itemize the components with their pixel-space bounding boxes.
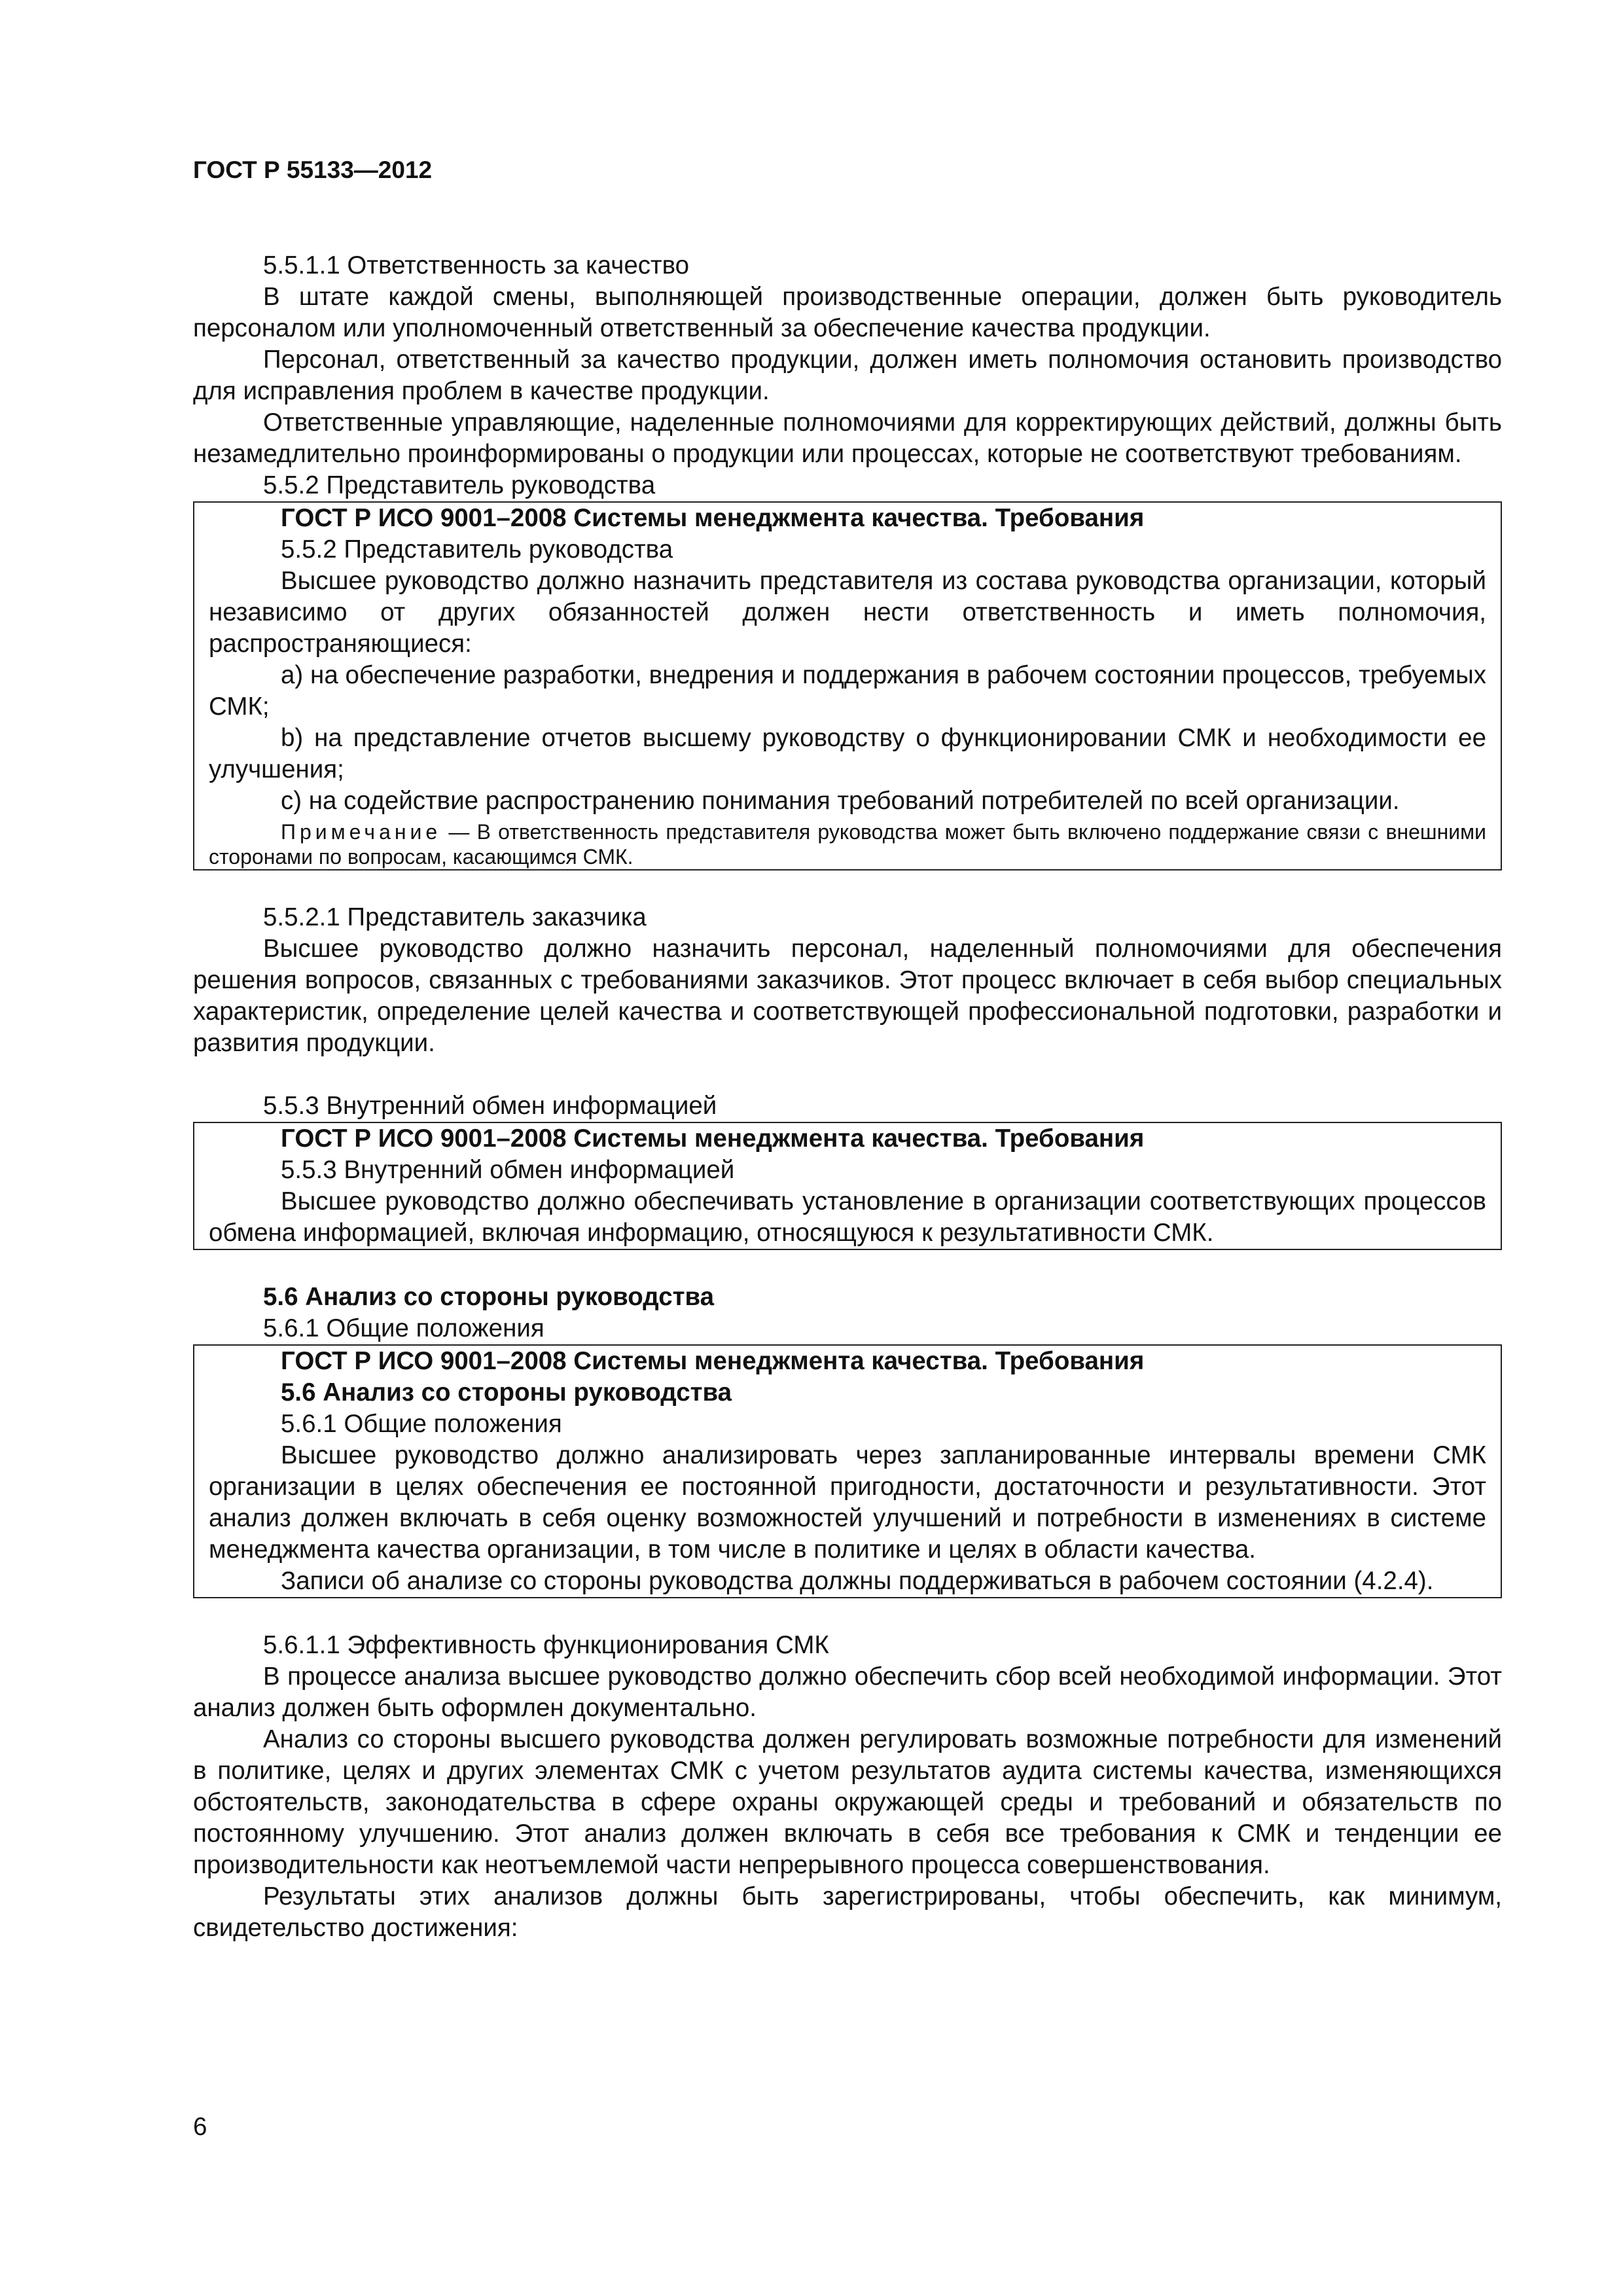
- section-heading-5-6-1-1: 5.6.1.1 Эффективность функционирования СМК: [263, 1631, 829, 1659]
- quote-box-subheading: 5.5.2 Представитель руководства: [281, 535, 673, 564]
- quote-box-subheading: 5.6.1 Общие положения: [281, 1410, 562, 1438]
- quote-box-title: ГОСТ Р ИСО 9001–2008 Системы менеджмента качества. Требования: [281, 1124, 1145, 1153]
- paragraph: Высшее руководство должно назначить персонал, наделенный полномочиями для обеспечения решения вопросов, связанных с требованиями заказчиков. Этот процесс включает в себя выбор специальных характеристик, определение целей качества и соответствующей профессиональной подготовки, разработки и развития продукции.: [193, 935, 1502, 1057]
- list-item-b: b) на представление отчетов высшему руководству о функционировании СМК и необходимости ее улучшения;: [209, 724, 1486, 783]
- paragraph: Ответственные управляющие, наделенные полномочиями для корректирующих действий, должны быть незамедлительно проинформированы о продукции или процессах, которые не соответствуют требованиям.: [193, 408, 1502, 468]
- quote-box-iso-5-5-3: [193, 1122, 1502, 1250]
- note-label: Примечание: [281, 820, 442, 844]
- paragraph: В процессе анализа высшее руководство должно обеспечить сбор всей необходимой информации. Этот анализ должен быть оформлен документально.: [193, 1662, 1502, 1722]
- paragraph: Результаты этих анализов должны быть зарегистрированы, чтобы обеспечить, как минимум, свидетельство достижения:: [193, 1882, 1502, 1942]
- paragraph: Персонал, ответственный за качество продукции, должен иметь полномочия остановить производство для исправления проблем в качестве продукции.: [193, 346, 1502, 405]
- page-number: 6: [193, 2113, 207, 2141]
- note: [209, 819, 1486, 869]
- quote-box-title: ГОСТ Р ИСО 9001–2008 Системы менеджмента качества. Требования: [281, 1347, 1145, 1375]
- list-item-a: a) на обеспечение разработки, внедрения и поддержания в рабочем состоянии процессов, требуемых СМК;: [209, 661, 1486, 721]
- paragraph: Записи об анализе со стороны руководства должны поддерживаться в рабочем состоянии (4.2.4).: [281, 1567, 1434, 1595]
- list-item-c: c) на содействие распространению понимания требований потребителей по всей организации.: [281, 787, 1400, 815]
- paragraph: Высшее руководство должно обеспечивать установление в организации соответствующих процессов обмена информацией, включая информацию, относящуюся к результативности СМК.: [209, 1187, 1486, 1247]
- section-heading-5-6-1: 5.6.1 Общие положения: [263, 1314, 544, 1342]
- paragraph: В штате каждой смены, выполняющей производственные операции, должен быть руководитель персоналом или уполномоченный ответственный за обеспечение качества продукции.: [193, 283, 1502, 342]
- quote-box-subheading: 5.5.3 Внутренний обмен информацией: [281, 1156, 735, 1184]
- page-content: [193, 250, 1502, 1944]
- quote-box-iso-5-6: [193, 1344, 1502, 1598]
- paragraph: Высшее руководство должно назначить представителя из состава руководства организации, который независимо от других обязанностей должен нести ответственность и иметь полномочия, распространяющиеся:: [209, 567, 1486, 658]
- page-header: ГОСТ Р 55133—2012: [193, 156, 433, 183]
- paragraph: Анализ со стороны высшего руководства должен регулировать возможные потребности для изменений в политике, целях и других элементах СМК с учетом результатов аудита системы качества, изменяющихся обстоятельств, законодательства в сфере охраны окружающей среды и требований и обязательств по постоянному улучшению. Этот анализ должен включать в себя все требования к СМК и тенденции ее производительности как неотъемлемой части непрерывного процесса совершенствования.: [193, 1725, 1502, 1879]
- note-text: — В ответственность представителя руководства может быть включено поддержание связи с внешними сторонами по вопросам, касающимся СМК.: [209, 820, 1486, 869]
- paragraph: Высшее руководство должно анализировать через запланированные интервалы времени СМК организации в целях обеспечения ее постоянной пригодности, достаточности и результативности. Этот анализ должен включать в себя оценку возможностей улучшений и потребности в изменениях в системе менеджмента качества организации, в том числе в политике и целях в области качества.: [209, 1441, 1486, 1564]
- quote-box-iso-5-5-2: [193, 501, 1502, 870]
- section-heading-5-5-3: 5.5.3 Внутренний обмен информацией: [263, 1092, 717, 1120]
- section-heading-5-6: 5.6 Анализ со стороны руководства: [263, 1283, 715, 1311]
- section-heading-5-5-1-1: 5.5.1.1 Ответственность за качество: [263, 251, 690, 279]
- document-page: [193, 0, 1502, 2296]
- section-heading-5-5-2-1: 5.5.2.1 Представитель заказчика: [263, 903, 647, 931]
- quote-box-title: ГОСТ Р ИСО 9001–2008 Системы менеджмента качества. Требования: [281, 504, 1145, 532]
- quote-box-heading: 5.6 Анализ со стороны руководства: [281, 1378, 732, 1407]
- section-heading-5-5-2: 5.5.2 Представитель руководства: [263, 471, 656, 499]
